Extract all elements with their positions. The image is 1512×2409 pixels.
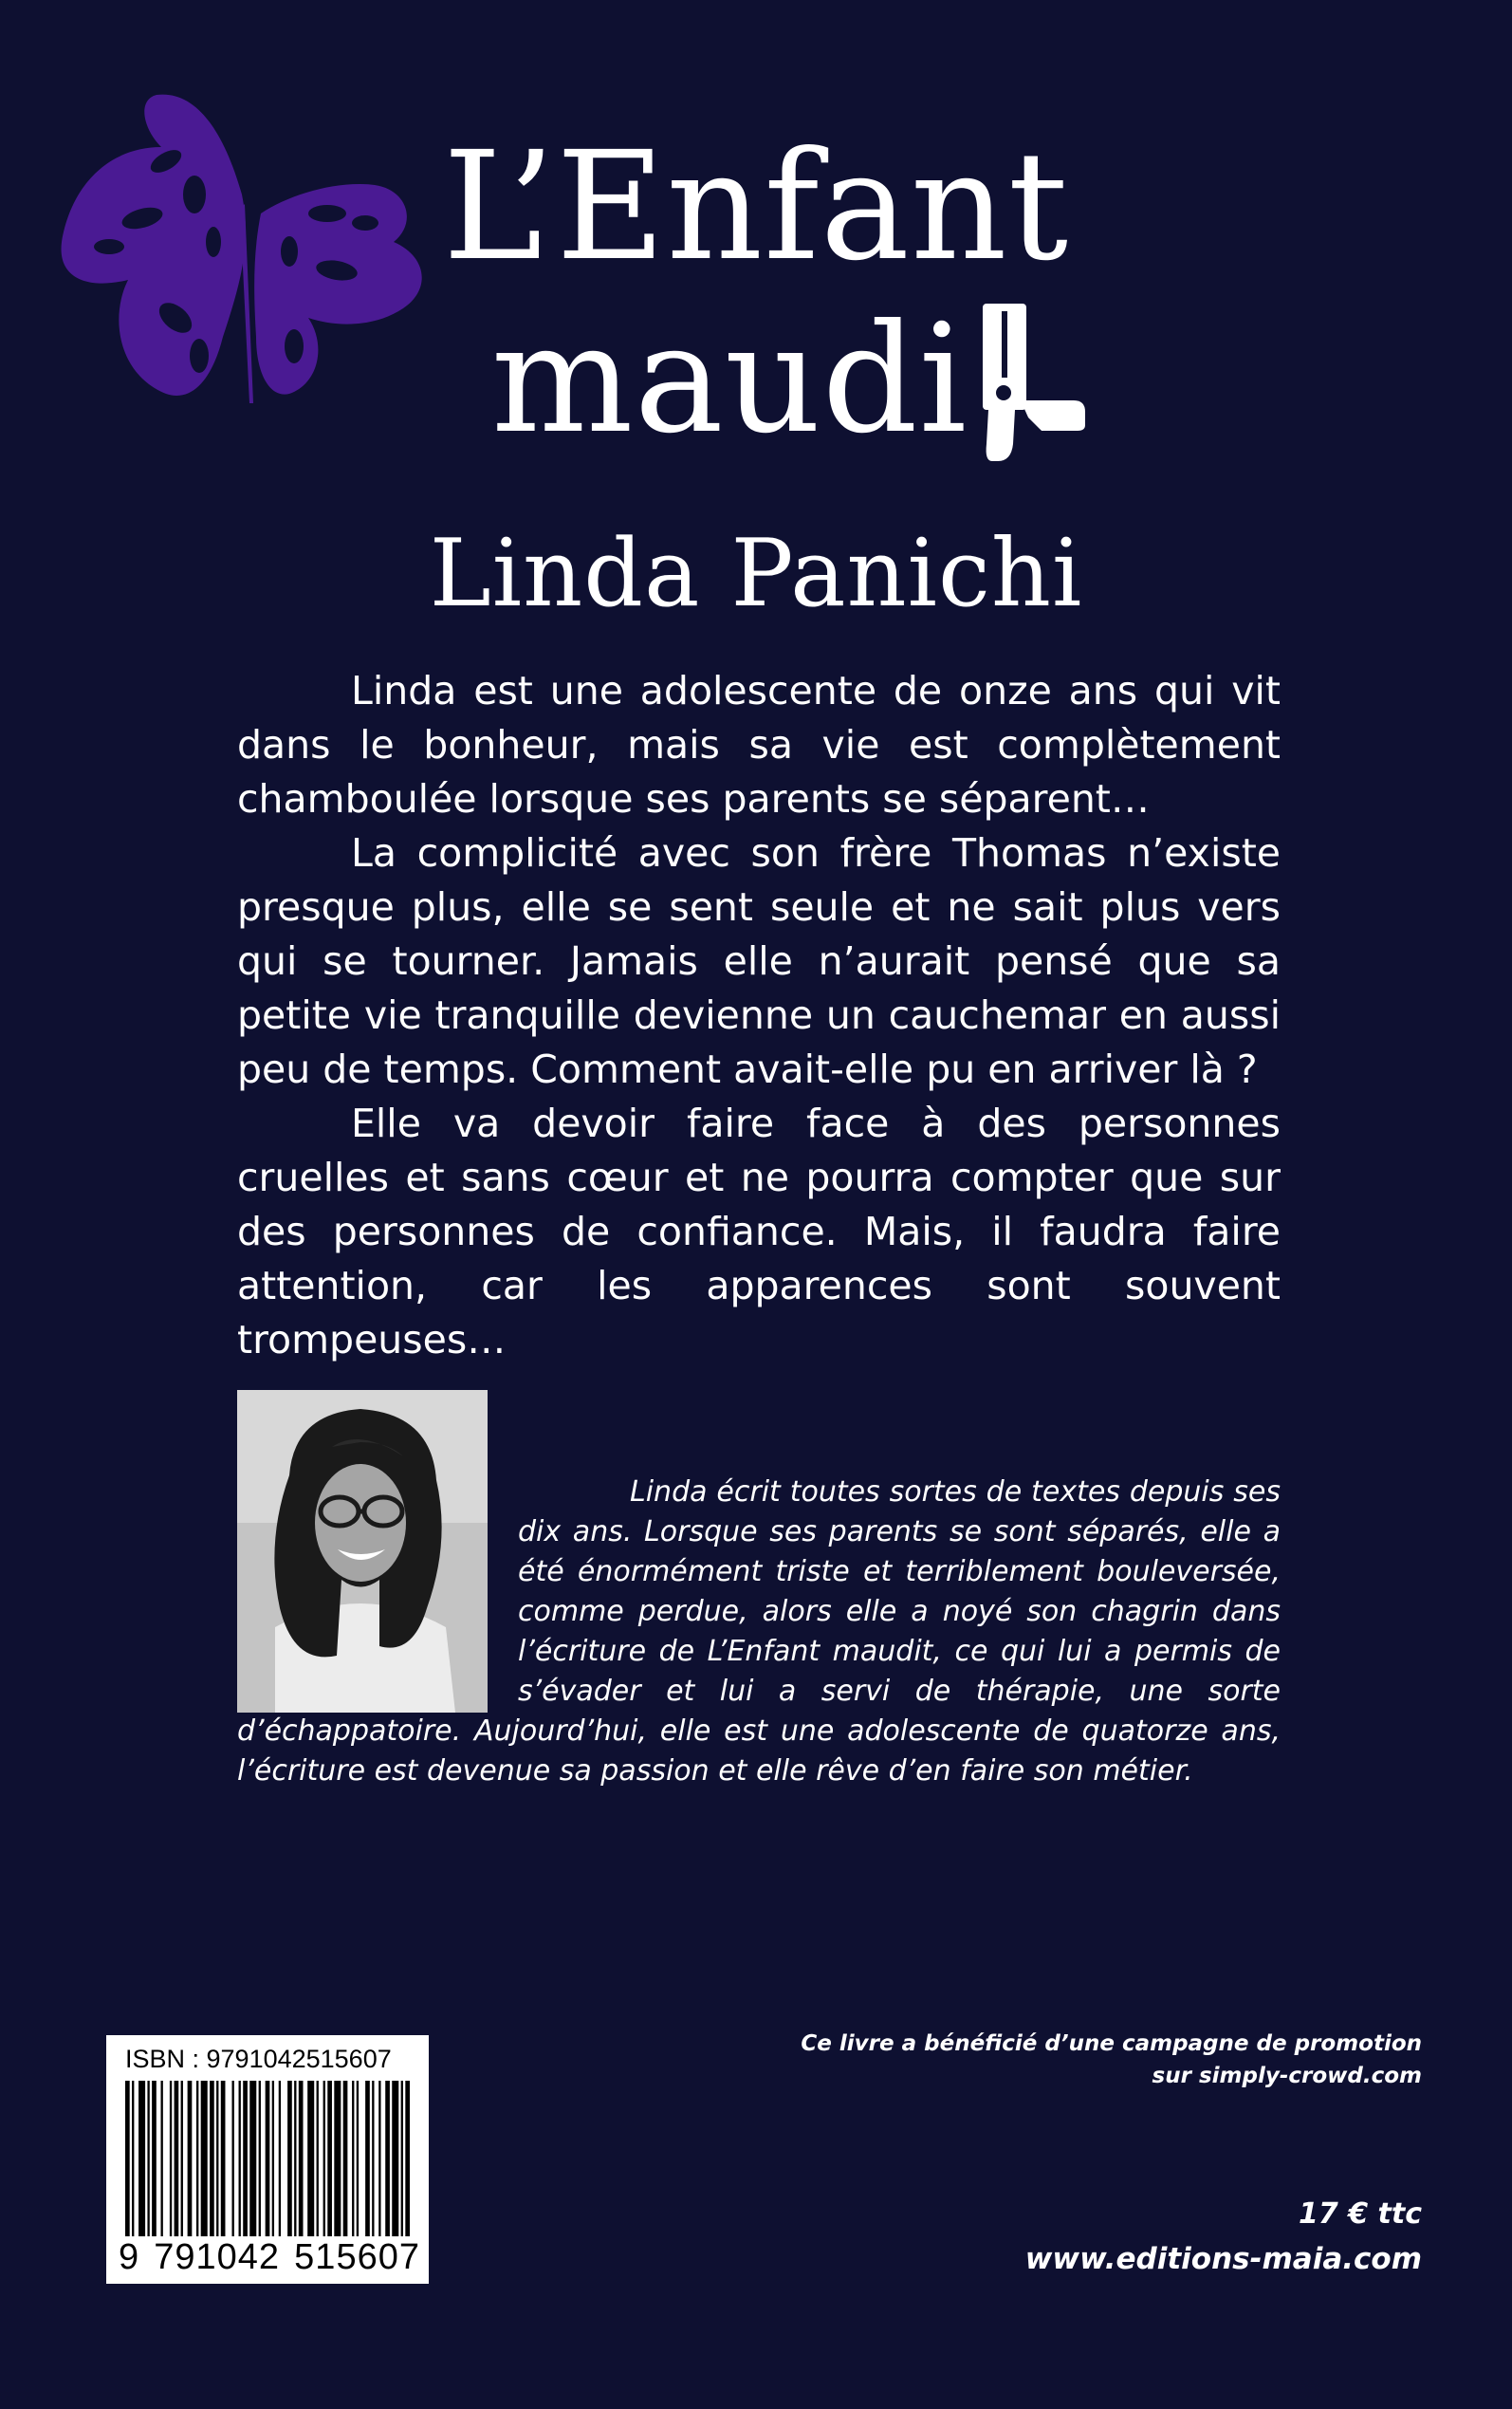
barcode-digit-group: 791042	[154, 2237, 281, 2277]
synopsis-paragraph: La complicité avec son frère Thomas n’existe presque plus, elle se sent seule et ne sait plus vers qui se tourner. Jamais elle n’aurait pensé que sa petite vie tranquille devienne un cauchemar en aussi peu de temps. Comment avait-elle pu en arriver là ?	[237, 830, 1281, 1092]
publisher-website: www.editions-maia.com	[1024, 2242, 1422, 2276]
synopsis-paragraph: Linda est une adolescente de onze ans qui vit dans le bonheur, mais sa vie est complètement chamboulée lorsque ses parents se séparent…	[237, 668, 1281, 822]
barcode-digit-group: 515607	[294, 2237, 420, 2277]
author-bio-text: Linda écrit toutes sortes de textes depuis ses dix ans. Lorsque ses parents se sont séparés, elle a été énormément triste et terriblement bouleversée, comme perdue, alors elle a noyé son chagrin dans l’écriture de L’Enfant maudit, ce qui lui a permis de s’évader et lui a servi de thérapie, une sorte d’échappatoire. Aujourd’hui, elle est une adolescente de quatorze ans, l’écriture est devenue sa passion et elle rêve d’en faire son métier.	[237, 1475, 1281, 1788]
barcode-digits	[118, 2236, 421, 2278]
promotion-note	[758, 2028, 1422, 2092]
synopsis-paragraph: Elle va devoir faire face à des personnes cruelles et sans cœur et ne pourra compter que sur des personnes de confiance. Mais, il faudra faire attention, car les apparences sont souvent trompeuses…	[237, 1101, 1281, 1362]
isbn-label: ISBN : 9791042515607	[125, 2045, 392, 2073]
barcode-digit-group: 9	[119, 2237, 140, 2277]
pistol-icon	[975, 302, 1089, 463]
promotion-line: sur simply-crowd.com	[1152, 2064, 1422, 2088]
synopsis	[237, 664, 1281, 1367]
photo-wrap-spacer	[237, 1473, 518, 1710]
author-name: Linda Panichi	[429, 520, 1083, 628]
book-title-line1: L’Enfant	[442, 120, 1070, 294]
book-title-line2: maudi	[490, 292, 968, 467]
promotion-line: Ce livre a bénéficié d’une campagne de promotion	[801, 2031, 1422, 2056]
barcode-block	[106, 2035, 429, 2284]
price-label: 17 € ttc	[1299, 2197, 1422, 2231]
author-bio	[237, 1473, 1281, 1791]
